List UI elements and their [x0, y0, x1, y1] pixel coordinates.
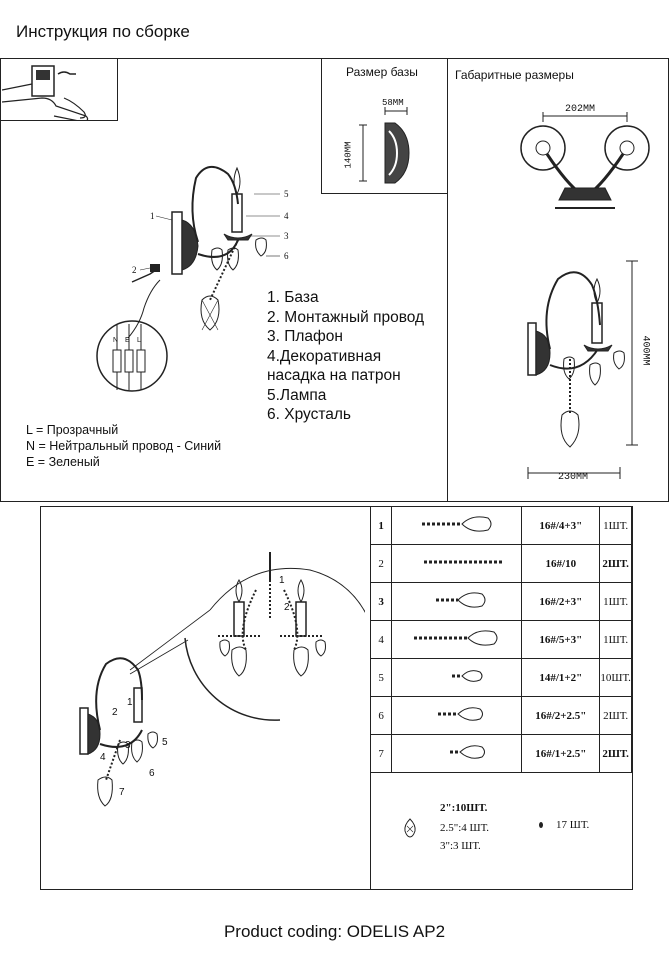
legend-item: 1. База: [267, 289, 319, 306]
part-qty: 2ШТ.: [600, 697, 632, 735]
part-number: 7: [371, 735, 392, 773]
part-qty: 1ШТ.: [600, 621, 632, 659]
zoom-number-1: 1: [279, 575, 285, 586]
height-dimension: 400ММ: [639, 335, 651, 366]
product-coding: Product coding: ODELIS AP2: [223, 922, 446, 941]
assembly-number-7: 7: [119, 787, 125, 798]
wiring-letter-l: L: [137, 337, 141, 344]
span-dimension: 202ММ: [565, 104, 596, 115]
overall-size-label: Габаритные размеры: [455, 68, 574, 82]
part-code: 16#/4+3": [522, 507, 600, 545]
legend-item: 2. Монтажный провод: [267, 308, 425, 326]
assembly-number-2: 2: [112, 707, 118, 718]
assembly-number-6: 6: [149, 768, 155, 779]
wiring-item: E = Зеленый: [26, 455, 100, 469]
part-drawing: [392, 621, 522, 659]
part-drawing: [392, 507, 522, 545]
assembly-number-4: 4: [100, 752, 106, 763]
terminal-block-diagram: [95, 300, 170, 410]
part-qty: 2ШТ.: [600, 735, 632, 773]
part-number: 3: [371, 583, 392, 621]
part-code: 16#/10: [522, 545, 600, 583]
part-number: 2: [371, 545, 392, 583]
diagram-number-6: 6: [284, 251, 289, 261]
table-row: [371, 583, 632, 621]
legend-item: 6. Хрусталь: [267, 406, 352, 423]
table-row: [371, 507, 632, 545]
table-row: [371, 621, 632, 659]
table-row: [371, 697, 632, 735]
legend-item: 5.Лампа: [267, 386, 327, 404]
base-height-label: 140ММ: [343, 141, 354, 169]
parts-table: [370, 506, 632, 773]
base-width-label: 58ММ: [382, 98, 404, 108]
part-drawing: [392, 735, 522, 773]
part-qty: 1ШТ.: [600, 583, 632, 621]
part-number: 1: [371, 507, 392, 545]
part-qty: 1ШТ.: [600, 507, 632, 545]
summary-line-1: 2":10ШТ.: [440, 802, 488, 814]
switch-off-icon: [2, 60, 116, 120]
part-number: 5: [371, 659, 392, 697]
wiring-item: N = Нейтральный провод - Синий: [26, 439, 222, 453]
assembly-number-1: 1: [127, 697, 133, 708]
part-drawing: [392, 583, 522, 621]
base-size-label: Размер базы: [346, 65, 418, 79]
diagram-number-1: 1: [150, 211, 155, 221]
part-drawing: [392, 697, 522, 735]
diagram-number-3: 3: [284, 231, 289, 241]
table-row: [371, 545, 632, 583]
side-view-drawing: [520, 255, 655, 485]
part-code: 14#/1+2": [522, 659, 600, 697]
crystal-drop-icon: [403, 818, 417, 838]
wiring-item: L = Прозрачный: [26, 423, 119, 437]
summary-beads: 17 ШТ.: [556, 819, 590, 831]
bead-icon: [538, 821, 544, 829]
assembly-drawing: [60, 530, 365, 830]
part-code: 16#/1+2.5": [522, 735, 600, 773]
part-drawing: [392, 659, 522, 697]
part-code: 16#/2+3": [522, 583, 600, 621]
legend-item: насадка на патрон: [267, 367, 401, 384]
summary-line-2: 2.5":4 ШТ.: [440, 822, 490, 834]
page-title: Инструкция по сборке: [16, 22, 190, 41]
parts-legend: [267, 288, 424, 425]
assembly-number-5: 5: [162, 737, 168, 748]
zoom-number-2: 2: [284, 602, 290, 613]
summary-line-3: 3":3 ШТ.: [440, 840, 481, 852]
wiring-letter-e: E: [125, 337, 130, 344]
width-dimension: 230ММ: [558, 472, 589, 483]
legend-item: 4.Декоративная: [267, 347, 382, 365]
wiring-legend: [26, 422, 221, 470]
part-number: 6: [371, 697, 392, 735]
part-drawing: [392, 545, 522, 583]
part-qty: 10ШТ.: [600, 659, 632, 697]
wiring-letter-n: N: [113, 337, 119, 344]
diagram-number-5: 5: [284, 189, 289, 199]
diagram-number-4: 4: [284, 211, 289, 221]
part-qty: 2ШТ.: [600, 545, 632, 583]
table-row: [371, 659, 632, 697]
table-row: [371, 735, 632, 773]
base-plate-drawing: [355, 105, 415, 185]
part-code: 16#/5+3": [522, 621, 600, 659]
assembly-number-3: 3: [125, 740, 131, 751]
top-view-drawing: [515, 108, 655, 218]
part-code: 16#/2+2.5": [522, 697, 600, 735]
part-number: 4: [371, 621, 392, 659]
diagram-number-2: 2: [132, 265, 137, 275]
legend-item: 3. Плафон: [267, 328, 343, 345]
